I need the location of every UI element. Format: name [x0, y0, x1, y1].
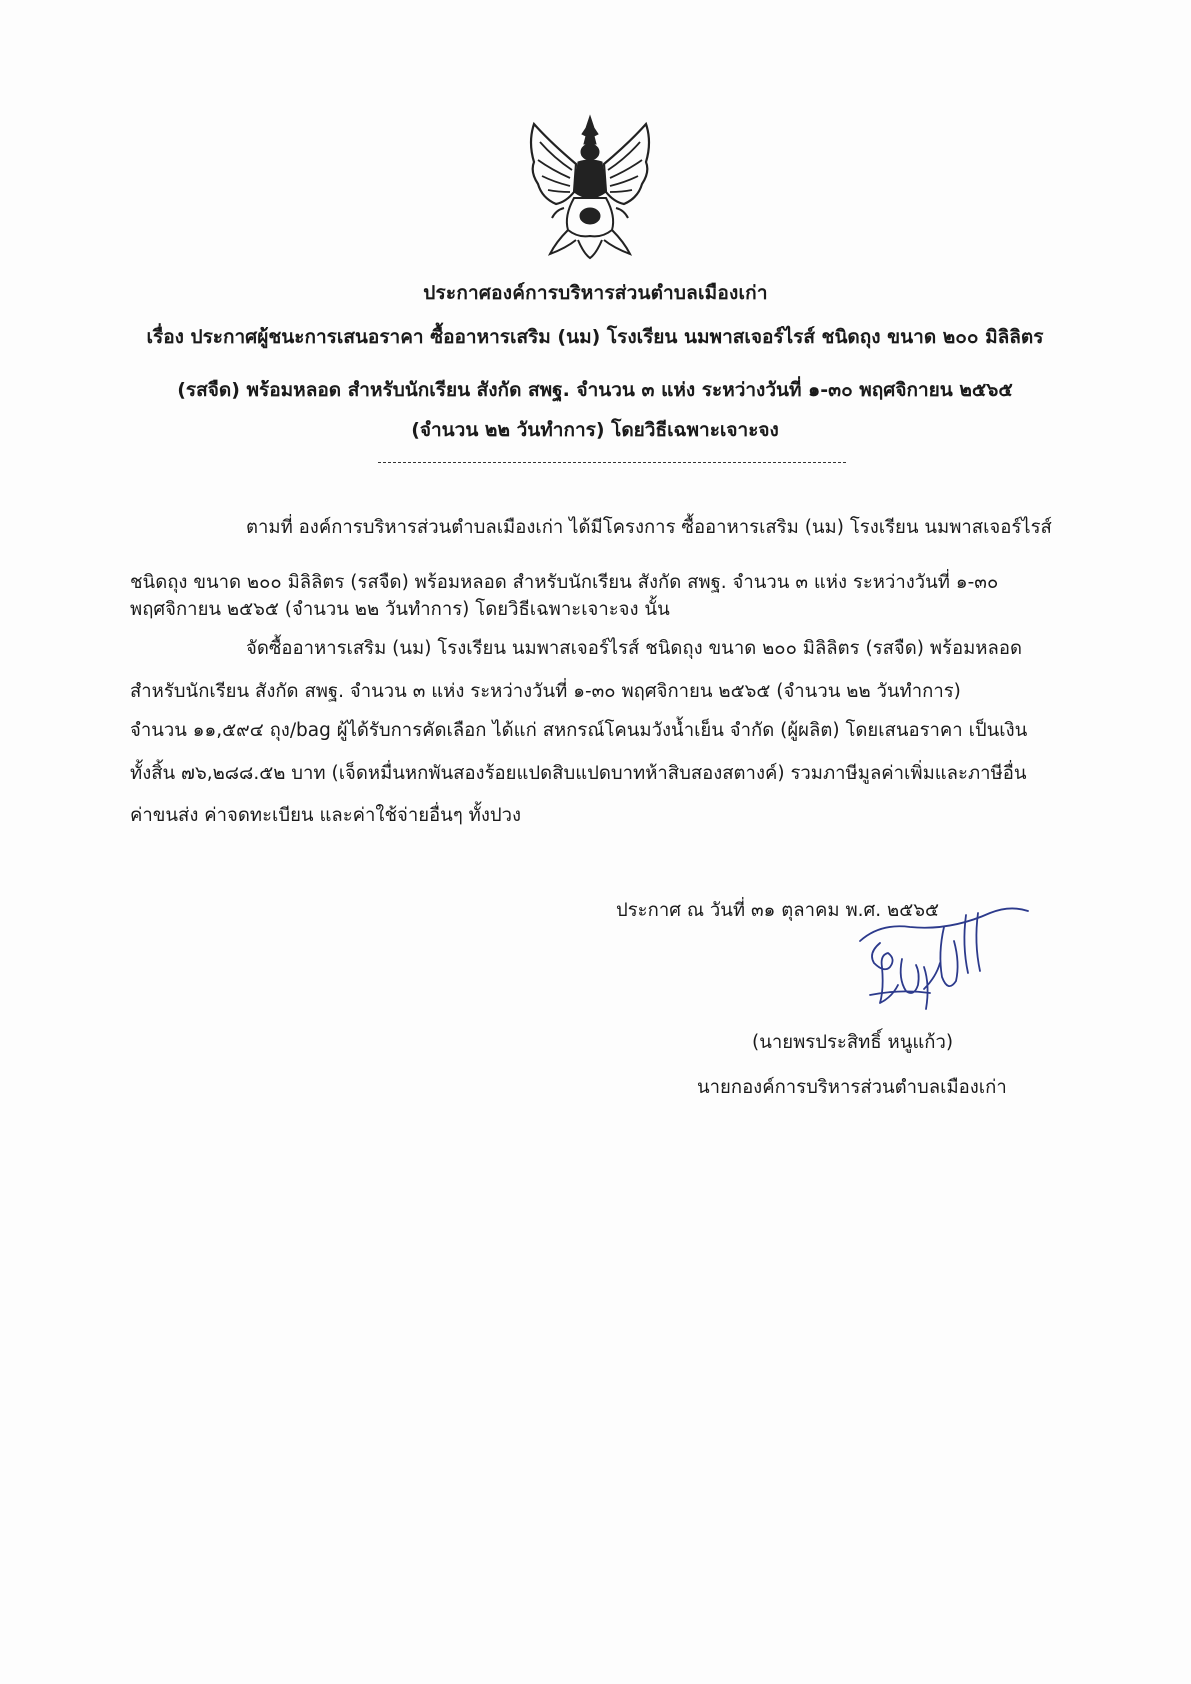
- garuda-emblem-icon: [520, 112, 660, 262]
- paragraph1-line-1: ตามที่ องค์การบริหารส่วนตำบลเมืองเก่า ได้มีโครงการ ซื้ออาหารเสริม (นม) โรงเรียน นมพาสเจอร์ไรส์: [246, 517, 1052, 538]
- subject-line-1: เรื่อง ประกาศผู้ชนะการเสนอราคา ซื้ออาหารเสริม (นม) โรงเรียน นมพาสเจอร์ไรส์ ชนิดถุง ขนาด ๒๐๐ มิลิลิตร: [146, 326, 1044, 348]
- signer-title: นายกองค์การบริหารส่วนตำบลเมืองเก่า: [697, 1077, 1007, 1098]
- paragraph2-line-3: จำนวน ๑๑,๕๙๔ ถุง/bag ผู้ได้รับการคัดเลือก ได้แก่ สหกรณ์โคนมวังน้ำเย็น จำกัด (ผู้ผลิต) โดยเสนอราคา เป็นเงิน: [130, 720, 1028, 741]
- subject-line-2: (รสจืด) พร้อมหลอด สำหรับนักเรียน สังกัด สพฐ. จำนวน ๓ แห่ง ระหว่างวันที่ ๑-๓๐ พฤศจิกายน ๒๕๖๕: [177, 379, 1013, 401]
- signature-image: [840, 893, 1040, 1023]
- subject-line-3: (จำนวน ๒๒ วันทำการ) โดยวิธีเฉพาะเจาะจง: [411, 419, 779, 441]
- signer-name: (นายพรประสิทธิ์ หนูแก้ว): [752, 1032, 954, 1053]
- paragraph1-line-3: พฤศจิกายน ๒๕๖๕ (จำนวน ๒๒ วันทำการ) โดยวิธีเฉพาะเจาะจง นั้น: [130, 599, 670, 620]
- paragraph2-line-5: ค่าขนส่ง ค่าจดทะเบียน และค่าใช้จ่ายอื่นๆ ทั้งปวง: [130, 805, 522, 826]
- dashed-divider: [378, 462, 846, 463]
- announce-date: ประกาศ ณ วันที่ ๓๑ ตุลาคม พ.ศ. ๒๕๖๕: [616, 900, 939, 921]
- paragraph2-line-2: สำหรับนักเรียน สังกัด สพฐ. จำนวน ๓ แห่ง ระหว่างวันที่ ๑-๓๐ พฤศจิกายน ๒๕๖๕ (จำนวน ๒๒ วันทำการ): [130, 681, 961, 702]
- paragraph2-line-4: ทั้งสิ้น ๗๖,๒๘๘.๕๒ บาท (เจ็ดหมื่นหกพันสองร้อยแปดสิบแปดบาทห้าสิบสองสตางค์) รวมภาษีมูลค่าเพิ่มและภาษีอื่น: [130, 763, 1027, 784]
- paragraph1-line-2: ชนิดถุง ขนาด ๒๐๐ มิลิลิตร (รสจืด) พร้อมหลอด สำหรับนักเรียน สังกัด สพฐ. จำนวน ๓ แห่ง ระหว่างวันที่ ๑-๓๐: [130, 572, 999, 593]
- paragraph2-line-1: จัดซื้ออาหารเสริม (นม) โรงเรียน นมพาสเจอร์ไรส์ ชนิดถุง ขนาด ๒๐๐ มิลิลิตร (รสจืด) พร้อมหลอด: [246, 638, 1022, 659]
- org-title: ประกาศองค์การบริหารส่วนตำบลเมืองเก่า: [423, 282, 768, 304]
